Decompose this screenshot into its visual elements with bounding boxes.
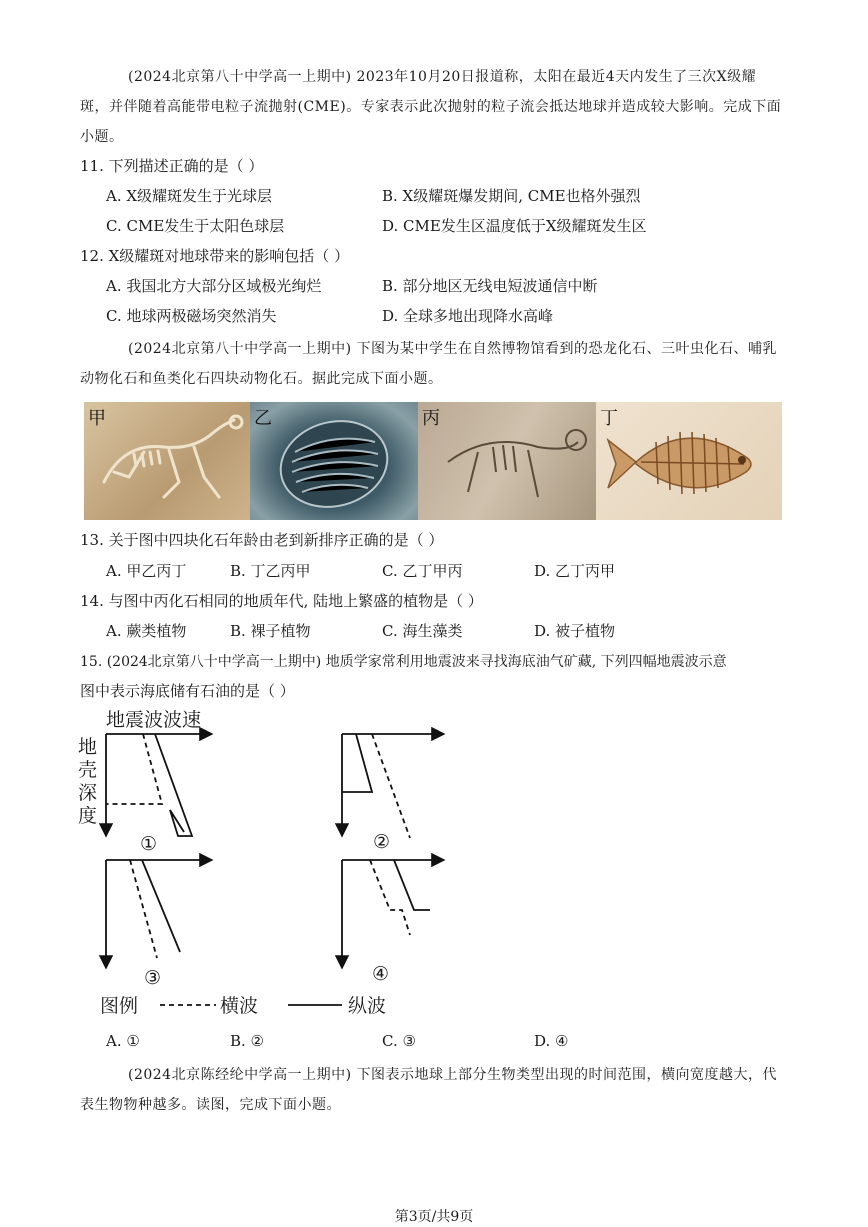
q12-option-c: C. 地球两极磁场突然消失 <box>106 307 277 325</box>
q14-option-d: D. 被子植物 <box>534 622 616 640</box>
panel-1-label: ① <box>140 833 158 855</box>
q13-option-c: C. 乙丁甲丙 <box>382 562 463 580</box>
q12-option-d: D. 全球多地出现降水高峰 <box>382 307 554 325</box>
q13-option-b: B. 丁乙丙甲 <box>230 562 311 580</box>
panel-2-label: ② <box>373 831 391 853</box>
panel-3-label: ③ <box>144 967 162 989</box>
passage-solar-flare: (2024北京第八十中学高一上期中) 2023年10月20日报道称，太阳在最近4天内发生了三次X级耀斑，并伴随着高能带电粒子流抛射(CME)。专家表示此次抛射的粒子流会抵达地球并造成较大影响。完成下面小题。 <box>80 69 782 145</box>
question-12-stem: 12. X级耀斑对地球带来的影响包括（ ） <box>80 247 350 265</box>
legend-longitudinal-label: 纵波 <box>348 995 387 1017</box>
q15-option-a: A. ① <box>106 1032 140 1050</box>
fossil-label-ding: 丁 <box>600 408 618 429</box>
panel-3-graph <box>106 860 210 966</box>
q11-option-a: A. X级耀斑发生于光球层 <box>106 187 273 205</box>
q15-option-c: C. ③ <box>382 1032 416 1050</box>
question-15-stem: 15. (2024北京第八十中学高一上期中) 地质学家常利用地震波来寻找海底油气矿藏, 下列四幅地震波示意 <box>80 654 727 670</box>
legend-title: 图例 <box>100 995 139 1017</box>
q11-option-c: C. CME发生于太阳色球层 <box>106 217 285 235</box>
diagram-x-label: 地震波波速 <box>106 709 202 731</box>
y-label-char-1: 地 <box>78 736 98 758</box>
legend-transverse-label: 横波 <box>220 995 259 1017</box>
q11-option-d: D. CME发生区温度低于X级耀斑发生区 <box>382 217 647 235</box>
y-label-char-4: 度 <box>78 805 98 827</box>
fossil-label-bing: 丙 <box>422 408 440 429</box>
q14-option-a: A. 蕨类植物 <box>106 622 187 640</box>
y-label-char-3: 深 <box>78 782 98 804</box>
panel-4-label: ④ <box>372 963 390 985</box>
q15-option-b: B. ② <box>230 1032 265 1050</box>
page-number: 第3页/共9页 <box>394 1209 474 1225</box>
q13-option-a: A. 甲乙丙丁 <box>106 562 187 580</box>
q14-option-b: B. 裸子植物 <box>230 622 311 640</box>
q12-option-b: B. 部分地区无线电短波通信中断 <box>382 277 598 295</box>
question-15-stem-continued: 图中表示海底储有石油的是（ ） <box>80 682 295 700</box>
fossil-label-jia: 甲 <box>88 408 106 429</box>
question-11-stem: 11. 下列描述正确的是（ ） <box>80 157 264 175</box>
passage-fossils: (2024北京第八十中学高一上期中) 下图为某中学生在自然博物馆看到的恐龙化石、三叶虫化石、哺乳动物化石和鱼类化石四块动物化石。据此完成下面小题。 <box>80 341 778 387</box>
fossil-label-yi: 乙 <box>254 408 272 429</box>
q12-option-a: A. 我国北方大部分区域极光绚烂 <box>106 277 322 295</box>
q14-option-c: C. 海生藻类 <box>382 622 463 640</box>
q13-option-d: D. 乙丁丙甲 <box>534 562 616 580</box>
q11-option-b: B. X级耀斑爆发期间, CME也格外强烈 <box>382 187 641 205</box>
question-13-stem: 13. 关于图中四块化石年龄由老到新排序正确的是（ ） <box>80 531 444 549</box>
q15-option-d: D. ④ <box>534 1032 569 1050</box>
panel-2-graph <box>342 734 442 838</box>
y-label-char-2: 壳 <box>78 759 98 781</box>
panel-4-graph <box>342 860 442 966</box>
passage-biology-timeline: (2024北京陈经纶中学高一上期中) 下图表示地球上部分生物类型出现的时间范围，横向宽度越大，代表生物物种越多。读图，完成下面小题。 <box>80 1067 778 1113</box>
panel-1-graph <box>106 734 210 836</box>
question-14-stem: 14. 与图中丙化石相同的地质年代, 陆地上繁盛的植物是（ ） <box>80 592 483 610</box>
